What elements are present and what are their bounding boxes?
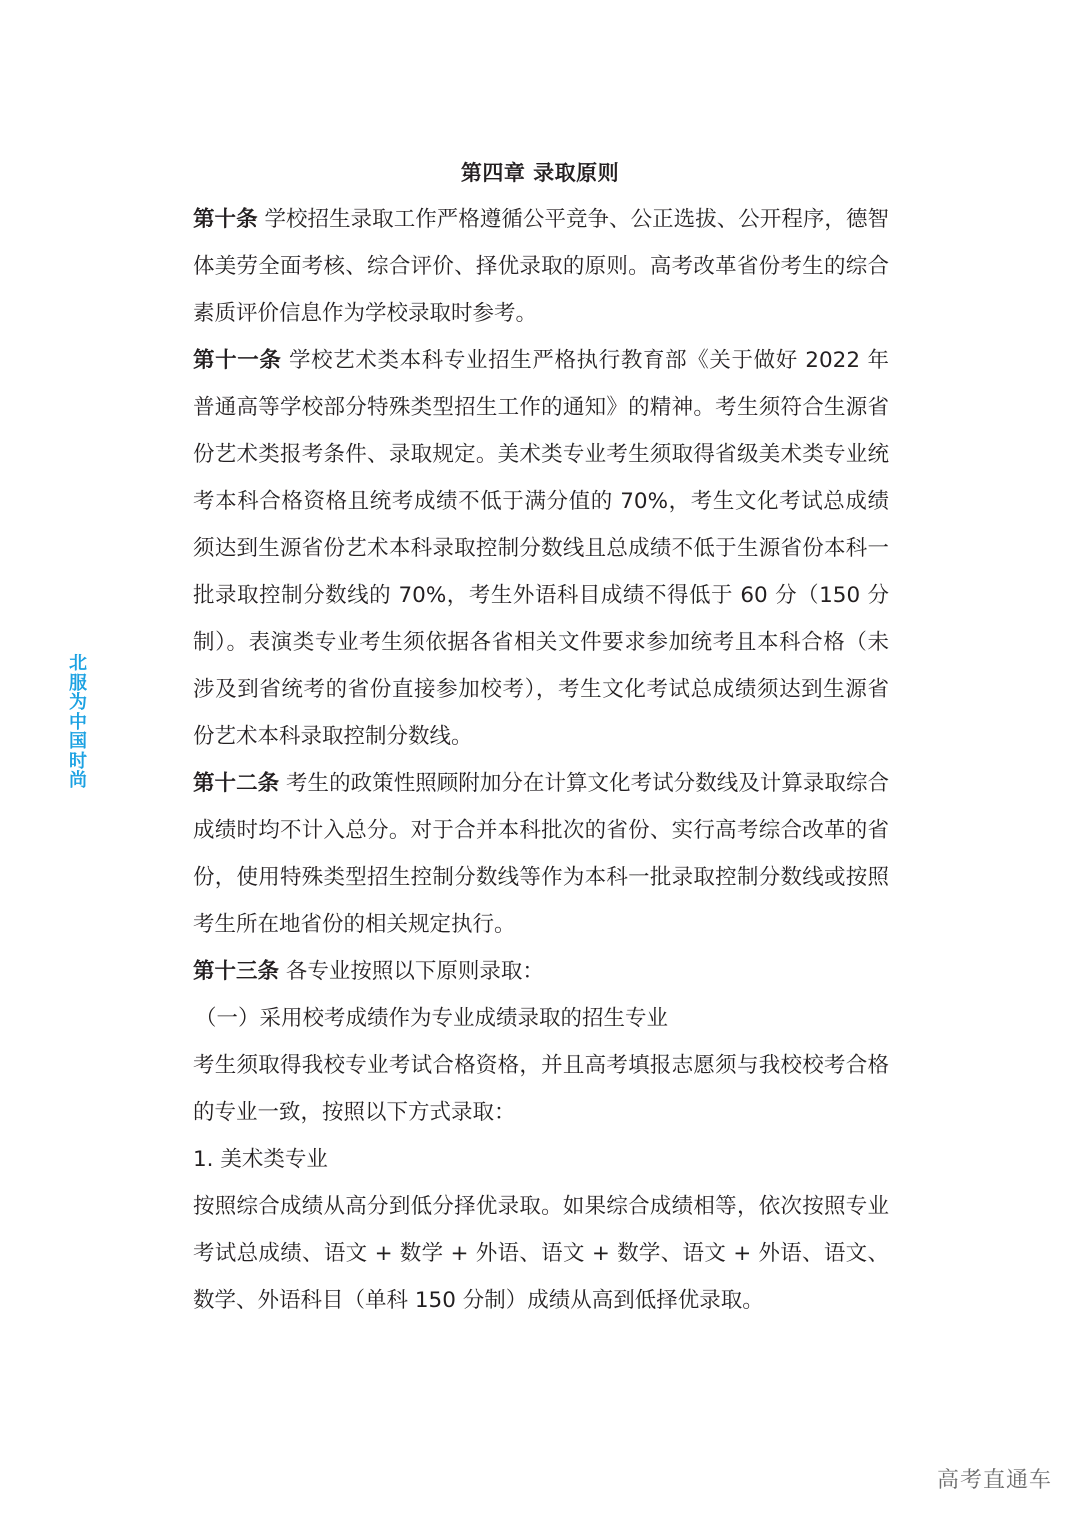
article-13 xyxy=(193,948,889,995)
section-one-intro: 考生须取得我校专业考试合格资格，并且高考填报志愿须与我校校考合格的专业一致，按照以下方式录取： xyxy=(193,1053,889,1125)
chapter-title: 第四章 录取原则 xyxy=(460,161,620,185)
article-label: 第十二条 xyxy=(193,771,280,796)
article-11 xyxy=(193,337,889,760)
article-text: 各专业按照以下原则录取： xyxy=(279,959,544,984)
section-one-heading: （一）采用校考成绩作为专业成绩录取的招生专业 xyxy=(195,1006,669,1031)
article-label: 第十条 xyxy=(193,207,258,232)
article-text: 考生的政策性照顾附加分在计算文化考试分数线及计算录取综合成绩时均不计入总分。对于合并本科批次的省份、实行高考综合改革的省份，使用特殊类型招生控制分数线等作为本科一批录取控制分数线或按照考生所在地省份的相关规定执行。 xyxy=(193,771,889,937)
article-label: 第十三条 xyxy=(193,959,280,984)
article-label: 第十一条 xyxy=(193,348,282,373)
item-1-text: 按照综合成绩从高分到低分择优录取。如果综合成绩相等，依次按照专业考试总成绩、语文 + 数学 + 外语、语文 + 数学、语文 + 外语、语文、数学、外语科目（单科 150 分制）成绩从高到低择优录取。 xyxy=(193,1194,889,1313)
article-text: 学校艺术类本科专业招生严格执行教育部《关于做好 2022 年普通高等学校部分特殊类型招生工作的通知》的精神。考生须符合生源省份艺术类报考条件、录取规定。美术类专业考生须取得省级美术类专业统考本科合格资格且统考成绩不低于满分值的 70%，考生文化考试总成绩须达到生源省份艺术本科录取控制分数线且总成绩不低于生源省份本科一批录取控制分数线的 70%，考生外语科目成绩不得低于 60 分（150 分制）。表演类专业考生须依据各省相关文件要求参加统考且本科合格（未涉及到省统考的省份直接参加校考），考生文化考试总成绩须达到生源省份艺术本科录取控制分数线。 xyxy=(193,348,889,749)
item-1-title: 1. 美术类专业 xyxy=(193,1147,328,1172)
article-10 xyxy=(193,196,889,337)
article-text: 学校招生录取工作严格遵循公平竞争、公正选拔、公开程序，德智体美劳全面考核、综合评价、择优录取的原则。高考改革省份考生的综合素质评价信息作为学校录取时参考。 xyxy=(193,207,889,326)
source-watermark: 高考直通车 xyxy=(936,1468,1052,1493)
article-12 xyxy=(193,760,889,948)
side-tab-slogan: 北服为中国时尚 xyxy=(69,653,87,791)
document-body xyxy=(193,196,889,1324)
